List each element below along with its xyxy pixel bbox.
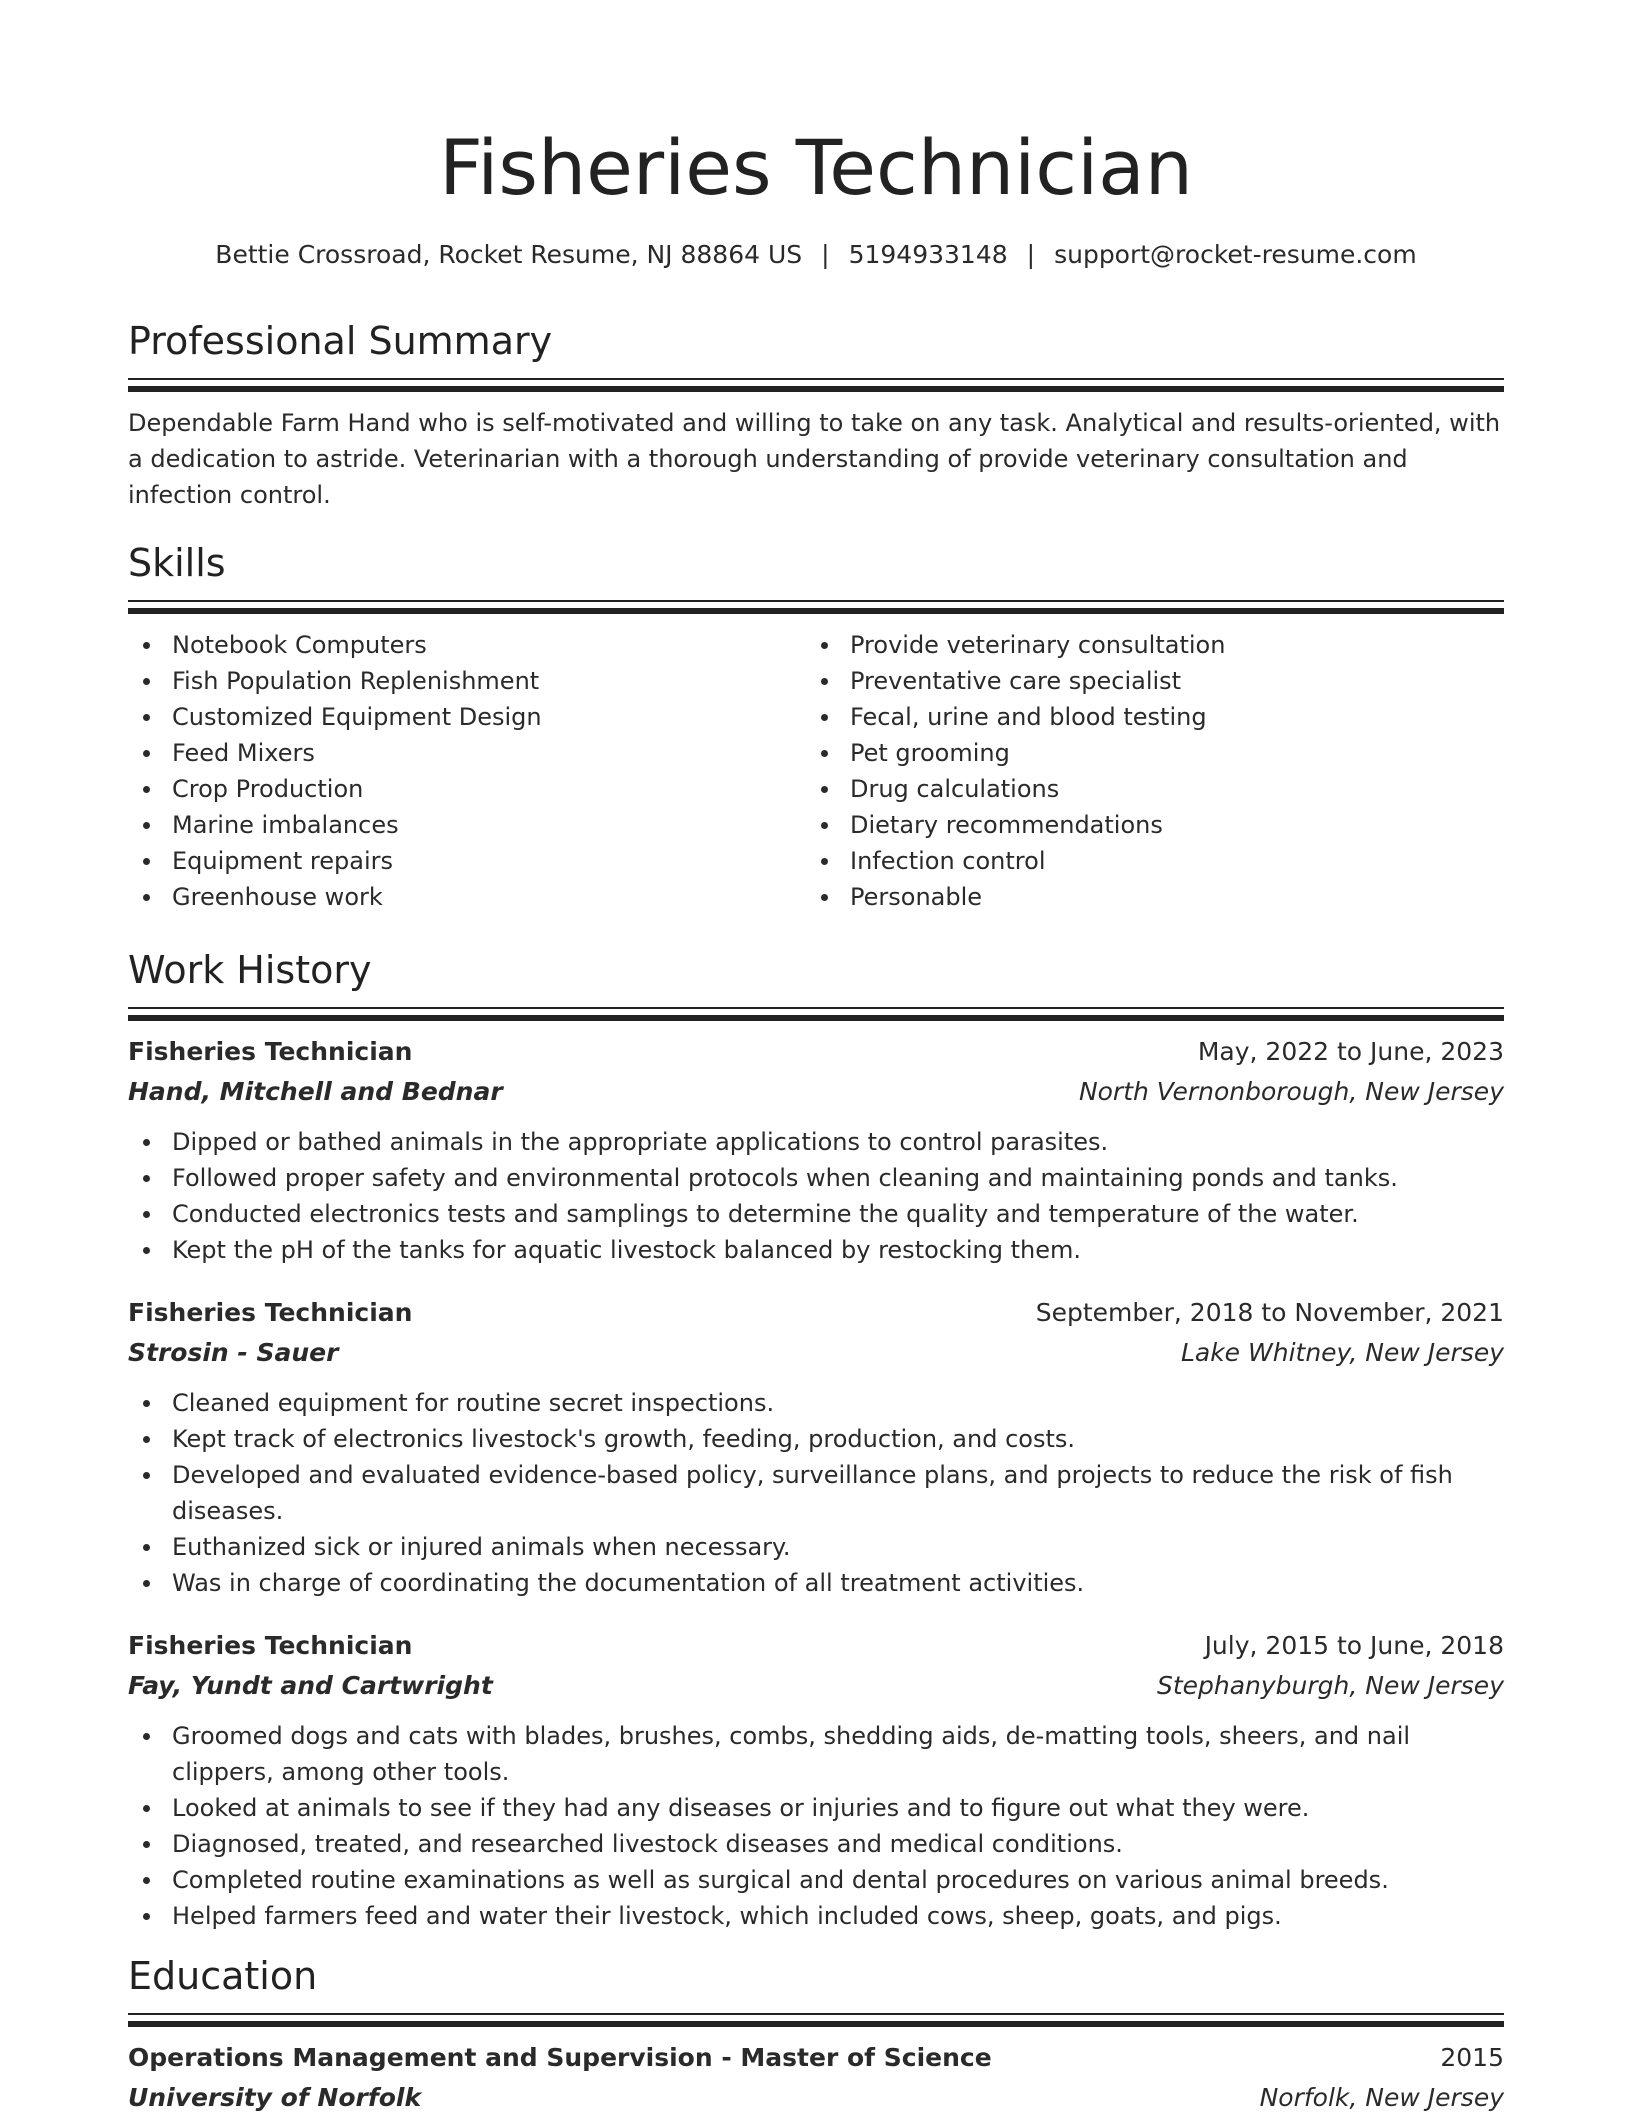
skill-item: Feed Mixers xyxy=(128,735,788,771)
education-location: Norfolk, New Jersey xyxy=(1259,2083,1504,2112)
skills-section xyxy=(128,538,1504,911)
work-history-section xyxy=(128,945,1504,1934)
job-header-row xyxy=(128,1626,1504,1666)
skill-item: Customized Equipment Design xyxy=(128,699,788,735)
job-entry xyxy=(128,1626,1504,1934)
job-title: Fisheries Technician xyxy=(128,1298,413,1327)
summary-section xyxy=(128,316,1504,513)
job-company-row xyxy=(128,1072,1504,1112)
section-divider xyxy=(128,1007,1504,1022)
job-duty: Groomed dogs and cats with blades, brushes, combs, shedding aids, de-matting tools, sheers, and nail clippers, among other tools. xyxy=(128,1718,1504,1790)
resume-title: Fisheries Technician xyxy=(439,123,1193,212)
job-title: Fisheries Technician xyxy=(128,1037,413,1066)
education-entry xyxy=(128,2038,1504,2118)
job-dates: May, 2022 to June, 2023 xyxy=(1197,1037,1504,1066)
job-duty: Euthanized sick or injured animals when necessary. xyxy=(128,1529,1504,1565)
job-duties-list xyxy=(128,1718,1504,1934)
skill-item: Fish Population Replenishment xyxy=(128,663,788,699)
skills-list-right xyxy=(806,627,1466,915)
job-duty: Completed routine examinations as well as surgical and dental procedures on various animal breeds. xyxy=(128,1862,1504,1898)
education-degree-row xyxy=(128,2038,1504,2078)
job-header-row xyxy=(128,1032,1504,1072)
job-company-row xyxy=(128,1666,1504,1706)
summary-text: Dependable Farm Hand who is self-motivated and willing to take on any task. Analytical and results-oriented, with a dedication to astride. Veterinarian with a thorough understanding of provide veterinary consultation and infection control. xyxy=(128,409,1501,509)
job-title: Fisheries Technician xyxy=(128,1631,413,1660)
contact-separator: | xyxy=(1026,240,1036,269)
skill-item: Crop Production xyxy=(128,771,788,807)
job-company: Fay, Yundt and Cartwright xyxy=(128,1671,493,1700)
job-entry xyxy=(128,1293,1504,1601)
job-entry xyxy=(128,1032,1504,1268)
job-duties-list xyxy=(128,1124,1504,1268)
contact-phone: 5194933148 xyxy=(848,240,1008,269)
skill-item: Greenhouse work xyxy=(128,879,788,915)
job-duty: Cleaned equipment for routine secret inspections. xyxy=(128,1385,1504,1421)
job-duty: Looked at animals to see if they had any diseases or injuries and to figure out what they were. xyxy=(128,1790,1504,1826)
skill-item: Fecal, urine and blood testing xyxy=(806,699,1466,735)
job-dates: September, 2018 to November, 2021 xyxy=(1035,1298,1504,1327)
job-duty: Followed proper safety and environmental protocols when cleaning and maintaining ponds and tanks. xyxy=(128,1160,1504,1196)
education-year: 2015 xyxy=(1440,2043,1504,2072)
section-heading-work-history: Work History xyxy=(128,948,372,992)
job-duty: Conducted electronics tests and samplings to determine the quality and temperature of the water. xyxy=(128,1196,1504,1232)
skill-item: Provide veterinary consultation xyxy=(806,627,1466,663)
job-location: North Vernonborough, New Jersey xyxy=(1078,1077,1504,1106)
skill-item: Pet grooming xyxy=(806,735,1466,771)
skills-list-left xyxy=(128,627,788,915)
section-heading-education: Education xyxy=(128,1954,318,1998)
job-duty: Was in charge of coordinating the documentation of all treatment activities. xyxy=(128,1565,1504,1601)
job-dates: July, 2015 to June, 2018 xyxy=(1204,1631,1504,1660)
contact-separator: | xyxy=(821,240,830,269)
education-degree: Operations Management and Supervision - Master of Science xyxy=(128,2043,992,2072)
job-duty: Dipped or bathed animals in the appropriate applications to control parasites. xyxy=(128,1124,1504,1160)
section-heading-skills: Skills xyxy=(128,541,226,585)
skill-item: Preventative care specialist xyxy=(806,663,1466,699)
skill-item: Infection control xyxy=(806,843,1466,879)
contact-email: support@rocket-resume.com xyxy=(1054,240,1417,269)
skill-item: Equipment repairs xyxy=(128,843,788,879)
education-section xyxy=(128,1951,1504,2118)
section-divider xyxy=(128,600,1504,615)
section-divider xyxy=(128,2013,1504,2028)
job-location: Stephanyburgh, New Jersey xyxy=(1156,1671,1504,1700)
contact-address: Bettie Crossroad, Rocket Resume, NJ 88864 US xyxy=(215,240,803,269)
education-school-row xyxy=(128,2078,1504,2118)
section-heading-summary: Professional Summary xyxy=(128,319,553,363)
job-company-row xyxy=(128,1333,1504,1373)
skill-item: Notebook Computers xyxy=(128,627,788,663)
skill-item: Dietary recommendations xyxy=(806,807,1466,843)
job-duty: Diagnosed, treated, and researched livestock diseases and medical conditions. xyxy=(128,1826,1504,1862)
job-duties-list xyxy=(128,1385,1504,1601)
job-company: Hand, Mitchell and Bednar xyxy=(128,1077,503,1106)
contact-line xyxy=(128,237,1504,273)
skill-item: Personable xyxy=(806,879,1466,915)
job-company: Strosin - Sauer xyxy=(128,1338,339,1367)
job-duty: Kept track of electronics livestock's growth, feeding, production, and costs. xyxy=(128,1421,1504,1457)
job-duty: Kept the pH of the tanks for aquatic livestock balanced by restocking them. xyxy=(128,1232,1504,1268)
job-location: Lake Whitney, New Jersey xyxy=(1180,1338,1504,1367)
education-school: University of Norfolk xyxy=(128,2083,422,2112)
skill-item: Marine imbalances xyxy=(128,807,788,843)
job-duty: Developed and evaluated evidence-based policy, surveillance plans, and projects to reduce the risk of fish diseases. xyxy=(128,1457,1504,1529)
skill-item: Drug calculations xyxy=(806,771,1466,807)
job-header-row xyxy=(128,1293,1504,1333)
job-duty: Helped farmers feed and water their livestock, which included cows, sheep, goats, and pigs. xyxy=(128,1898,1504,1934)
section-divider xyxy=(128,378,1504,393)
